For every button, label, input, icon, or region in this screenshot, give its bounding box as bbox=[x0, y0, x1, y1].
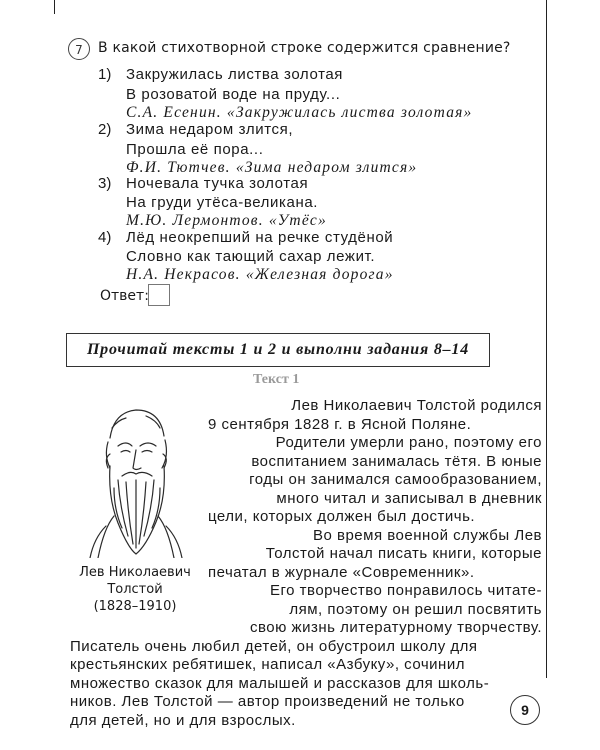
paragraph-line: Писатель очень любил детей, он обустроил школу для bbox=[70, 638, 478, 655]
option-2-author: Ф.И. Тютчев. «Зима недаром злится» bbox=[126, 159, 418, 176]
paragraph-line: множество сказок для малышей и рассказов для школь- bbox=[70, 675, 490, 692]
paragraph-line: 9 сентября 1828 г. в Ясной Поляне. bbox=[208, 416, 472, 433]
option-3-author: М.Ю. Лермонтов. «Утёс» bbox=[126, 212, 327, 229]
question-text: В какой стихотворной строке содержится сравнение? bbox=[98, 40, 511, 56]
option-2-line-1: Зима недаром злится, bbox=[126, 121, 294, 138]
paragraph-line: воспитанием занималась тётя. В юные bbox=[251, 453, 542, 470]
paragraph-line: цели, которых должен был достичь. bbox=[208, 508, 476, 525]
paragraph-line: крестьянских ребятишек, написал «Азбуку», сочинил bbox=[70, 656, 465, 673]
option-1-author: С.А. Есенин. «Закружилась листва золотая» bbox=[126, 104, 473, 121]
instruction-box: Прочитай тексты 1 и 2 и выполни задания 8–14 bbox=[66, 333, 490, 367]
question-number-badge: 7 bbox=[68, 38, 90, 60]
paragraph-line: Во время военной службы Лев bbox=[312, 527, 542, 544]
option-3-number: 3) bbox=[98, 175, 112, 192]
option-2-number: 2) bbox=[98, 121, 112, 138]
option-1-line-1: Закружилась листва золотая bbox=[126, 66, 344, 83]
option-4-line-2: Словно как тающий сахар лежит. bbox=[126, 248, 376, 265]
answer-box[interactable] bbox=[148, 284, 170, 306]
option-3-line-1: Ночевала тучка золотая bbox=[126, 175, 309, 192]
option-2-line-2: Прошла её пора... bbox=[126, 141, 264, 158]
paragraph-line: лям, поэтому он решил посвятить bbox=[289, 601, 542, 618]
option-1-number: 1) bbox=[98, 66, 112, 83]
paragraph-line: Лев Николаевич Толстой родился bbox=[291, 397, 542, 414]
paragraph-line: печатал в журнале «Современник». bbox=[208, 564, 475, 581]
paragraph-line: свою жизнь литературному творчеству. bbox=[250, 619, 542, 636]
answer-label: Ответ: bbox=[100, 288, 149, 304]
option-3-line-2: На груди утёса-великана. bbox=[126, 194, 319, 211]
paragraph-line: Его творчество понравилось читате- bbox=[270, 582, 542, 599]
option-4-number: 4) bbox=[98, 229, 112, 246]
paragraph-line: Толстой начал писать книги, которые bbox=[265, 545, 542, 562]
tolstoy-portrait bbox=[70, 398, 200, 558]
paragraph-line: годы он занимался самообразованием, bbox=[249, 471, 542, 488]
option-4-line-1: Лёд неокрепший на речке студёной bbox=[126, 229, 394, 246]
paragraph-line: для детей, но и для взрослых. bbox=[70, 712, 296, 729]
page-rule-left bbox=[54, 0, 55, 14]
paragraph-line: много читал и записывал в дневник bbox=[276, 490, 542, 507]
option-4-author: Н.А. Некрасов. «Железная дорога» bbox=[126, 266, 394, 283]
portrait-caption-surname: Толстой bbox=[107, 582, 163, 597]
portrait-caption-years: (1828–1910) bbox=[93, 599, 177, 614]
page-rule-right bbox=[546, 0, 547, 678]
text-1-label: Текст 1 bbox=[253, 372, 300, 387]
page-number: 9 bbox=[510, 695, 540, 725]
portrait-caption-name: Лев Николаевич bbox=[79, 565, 191, 580]
option-1-line-2: В розоватой воде на пруду... bbox=[126, 86, 341, 103]
paragraph-line: Родители умерли рано, поэтому его bbox=[275, 434, 542, 451]
paragraph-line: ников. Лев Толстой — автор произведений не только bbox=[70, 693, 465, 710]
